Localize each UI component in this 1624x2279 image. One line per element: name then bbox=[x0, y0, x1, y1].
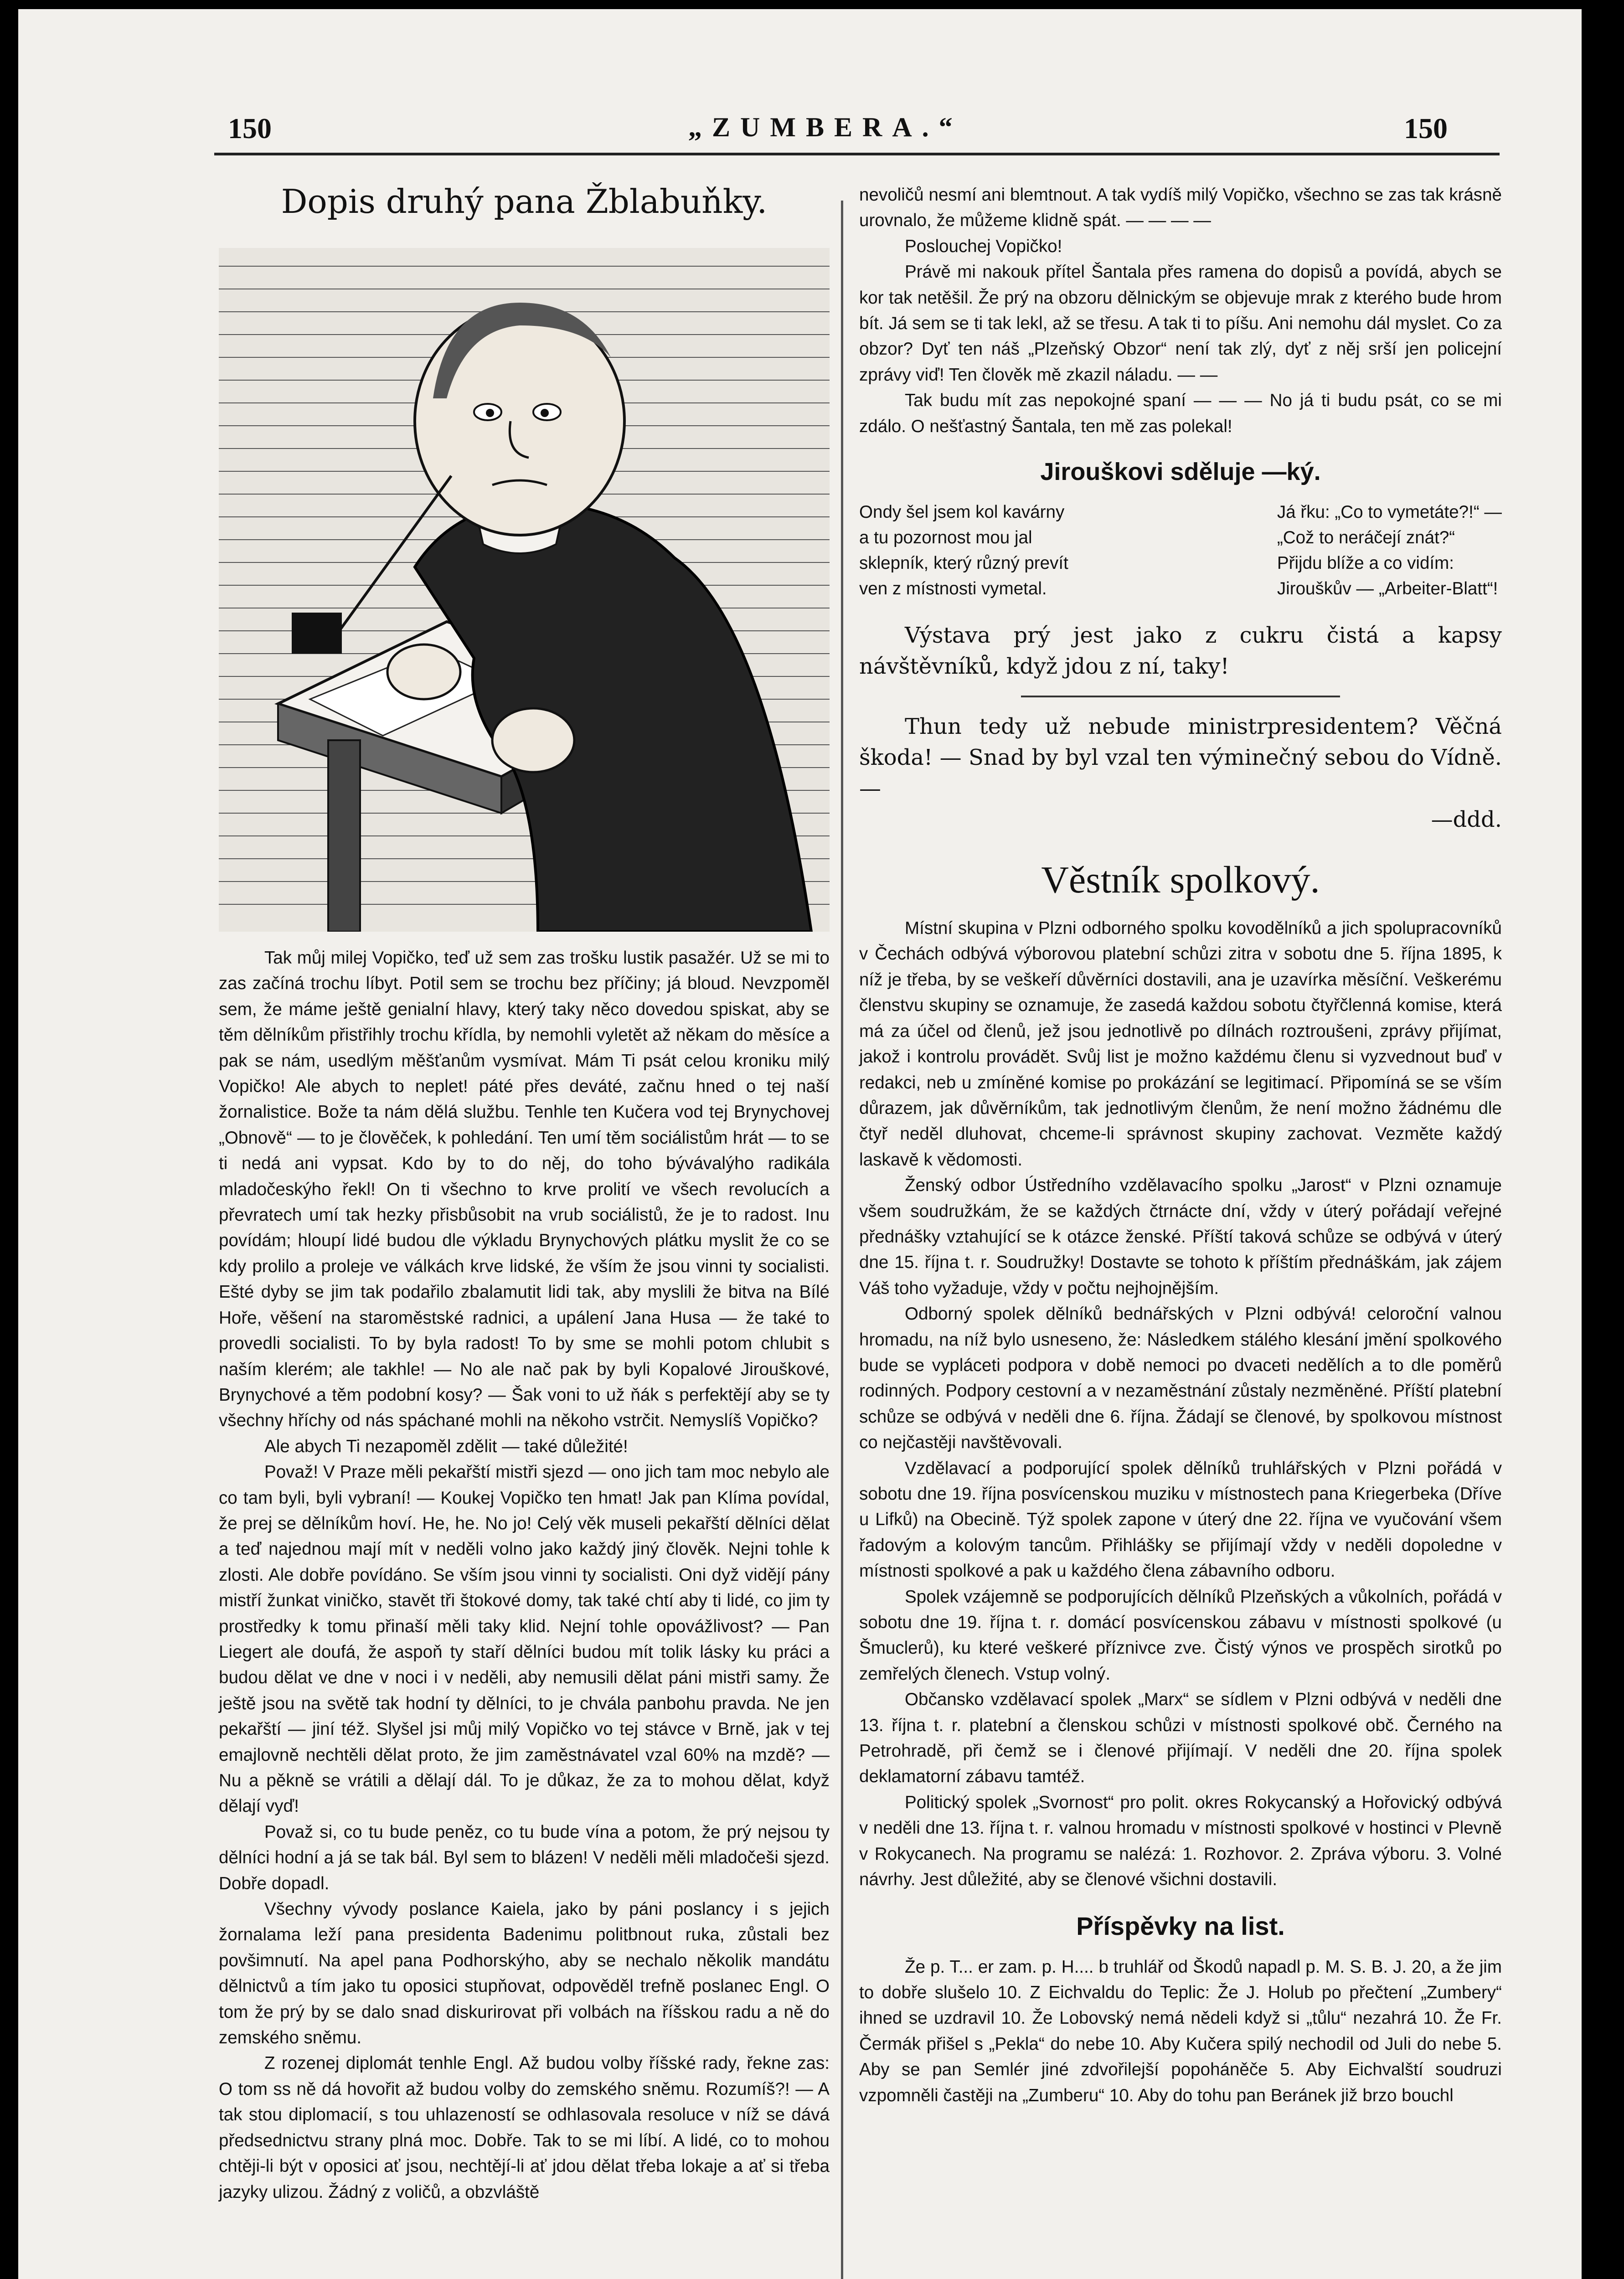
notice-paragraph: Občansko vzdělavací spolek „Marx“ se sídlem v Plzni odbývá v neděli dne 13. října t. r. platební a členskou schůzi v místnosti spolkové obč. Černého na Petrohradě, při čemž se i členové přijímají. V neděli dne 20. října spolek deklamatorní zábavu tamtéž. bbox=[859, 1690, 1502, 1787]
article-paragraph: Tak budu mít zas nepokojné spaní — — — No já ti budu psát, co se mi zdálo. O nešťastný Šantala, ten mě zas polekal! bbox=[859, 391, 1502, 436]
page-number-right: 150 bbox=[1404, 112, 1448, 144]
notice-paragraph: Spolek vzájemně se podporujících dělníků Plzeňských a vůkolních, pořádá v sobotu dne 19. října t. r. domácí posvícenskou zábavu v místnosti spolkové (u Šmuclerů), ku které veškeré příznivce zve. Čistý výnos ve prospěch sirotků po zemřelých členech. Vstup volný. bbox=[859, 1587, 1502, 1684]
poem-line: Přijdu blíže a co vidím: bbox=[1277, 553, 1454, 573]
page-number-left: 150 bbox=[228, 112, 272, 144]
section-title-vestnik: Věstník spolkový. bbox=[1041, 859, 1320, 902]
note-paragraph: Výstava prý jest jako z cukru čistá a kapsy návštěvníků, když jdou z ní, taky! bbox=[859, 623, 1502, 680]
separator-rule bbox=[1021, 696, 1340, 697]
poem-line: „Což to neráčejí znát?“ bbox=[1277, 528, 1455, 548]
poem-line: ven z místnosti vymetal. bbox=[859, 579, 1047, 599]
article-paragraph: Poslouchej Vopičko! bbox=[905, 236, 1062, 256]
paper-title: „ZUMBERA.“ bbox=[688, 112, 963, 142]
poem bbox=[859, 500, 1502, 602]
poem-line: sklepník, který různý prevít bbox=[859, 553, 1068, 573]
left-column bbox=[219, 182, 830, 2205]
newspaper-page bbox=[18, 9, 1582, 2279]
notice-paragraph: Politický spolek „Svornost“ pro polit. okres Rokycanský a Hořovický odbývá v neděli dne 13. října t. r. valnou hromadu v místnosti spolkové v hostinci v Plevně v Rokycanech. Na programu se nalézá: 1. Rozhovor. 2. Zpráva výboru. 3. Volné návrhy. Jest důležité, aby se členové všichni dostavili. bbox=[859, 1792, 1502, 1890]
article-paragraph: Všechny vývody poslance Kaiela, jako by páni poslancy i s jejich žornalama leží pana presidenta Badenimu politbnout ruka, zůstali bez povšimnutí. Na apel pana Podhorskýho, aby se nechalo několik mandátu dělnictvů a tím jako tu oposici stupňovat, odpověděl trefně poslanec Engl. O tom že prý by se dalo snad diskurirovat při volbách na říšskou radu a ně do zemského sněmu. bbox=[219, 1899, 830, 2048]
notice-paragraph: Odborný spolek dělníků bednářských v Plzni odbývá! celoroční valnou hromadu, na níž bylo usneseno, že: Následkem stálého klesání jmění spolkového bude se vypláceti podpora v době nemoci po dvaceti nedělích a to dle poměrů rodinných. Podpory cestovní a v nezaměstnání zůstaly nezměněné. Příští platební schůze se odbývá v neděli dne 6. října. Žádají se členové, by spolkovou místnost co nejčastěji navštěvovali. bbox=[859, 1304, 1502, 1453]
poem-line: a tu pozornost mou jal bbox=[859, 528, 1032, 548]
running-head bbox=[18, 112, 1582, 153]
right-column bbox=[859, 182, 1502, 2109]
header-rule bbox=[214, 153, 1500, 155]
article-paragraph: Považ si, co tu bude peněz, co tu bude vína a potom, že prý nejsou ty dělníci hodní a já se tak bál. Byl sem to blázen! V neděli měli mladočeši sjezd. Dobře dopadl. bbox=[219, 1822, 830, 1893]
poem-left-stanza bbox=[859, 500, 1068, 602]
column-divider bbox=[841, 201, 843, 2279]
notice-paragraph: Vzdělavací a podporující spolek dělníků truhlářských v Plzni pořádá v sobotu dne 19. října posvícenskou muziku v místnostech pana Kriegerbeka (Dříve u Lifků) na Obecině. Týž spolek zapone v úterý dne 22. října ve vyučování všem řadovým a kolovým tancům. Přihlášky se přijímají vždy v neděli dopoledne v místnosti spolkové a pak u každého člena zábavního odboru. bbox=[859, 1458, 1502, 1581]
article-paragraph: Považ! V Praze měli pekařští mistři sjezd — ono jich tam moc nebylo ale co tam byli, byli vybraní! — Koukej Vopičko ten hmat! Jak pan Klíma povídal, že prej se dělníkům hoví. He, he. No jo! Celý věk museli pekařští dělníci dělat a teď najednou mají mít v neděli volno jako každý jiný člověk. Nejni tohle k zlosti. Ale dobře povídáno. Se vším jsou vinni ty socialisti. Oni dyž vidějí pány mistří žunkat viničko, stavět tři štokové domy, tak také chtí aby ti lidé, co jim ty prostředky k tomu přinaší měli taky klid. Nejní tohle opovážlivost? — Pan Liegert ale doufá, že aspoň ty staří dělníci budou mít tolik lásky ku práci a budou dělat ve dne v noci i v neděli, aby nemusili dělat páni mistři samy. Že ještě jsou na světě tak hodní ty dělníci, to je chvála panbohu pravda. Ne jen pekařští — jiní též. Slyšel jsi můj milý Vopičko vo tej stávce v Brně, jak v tej emajlovně nechtěli dělat proto, že jim zaměstnávatel vzal 60% na mzdě? — Nu a pěkně se vrátili a dělají dál. To je důkaz, že za to mohou dělat, když dělají vyď! bbox=[219, 1462, 830, 1816]
article-paragraph: Právě mi nakouk přítel Šantala přes ramena do dopisů a povídá, abych se kor tak netěšil. Že prý na obzoru dělnickým se objevuje mrak z kterého bude hrom bít. Já sem se ti tak lekl, až se třesu. A tak ti to píšu. Ani nemohu dál myslet. Co za obzor? Dyť ten náš „Plzeňský Obzor“ není tak zlý, dyť z něj srší jen policejní zprávy viď! Ten člověk mě zkazil náladu. — — bbox=[859, 262, 1502, 385]
article-paragraph: Ale abych Ti nezapoměl zdělit — také důležité! bbox=[264, 1436, 628, 1456]
article-paragraph: Tak můj milej Vopičko, teď už sem zas trošku lustik pasažér. Už se mi to zas začíná trochu líbyt. Potil sem se trochu bez příčiny; já bloud. Nevzpoměl sem, že máme ještě genialní hlavy, který taky něco dovedou spiskat, aby se těm dělníkům přistřihly trochu křídla, by nemohli vyletět až někam do měsíce a pak se nám, usedlým měšťanům vysmívat. Mám Ti psát celou kroniku milý Vopičko! Ale abych to neplet! páté přes deváté, začnu hned o tej naší žornalistice. Bože ta nám dělá službu. Tenhle ten Kučera vod tej Brynychovej „Obnově“ — to je člověček, k pohledání. Ten umí těm sociálistům hrát — to se ti nedá ani vypsat. Kdo by to do něj, do toho bývávalýho radikála mladočeskýho řekl! On ti všechno to krve prolití ve všech revolucích a převratech umí tak hezky přisbůsobit na vrub sociálistů, že je to radost. Inu povídám; hloupí lidé budou dle výkladu Brynychových plátku myslit že co se kdy prolilo a proleje ve válkách krve lidské, že vším že jsou vinni ty socialisti. Ešté dyby se jim tak podařilo zbalamutit lidi tak, aby myslili že bitva na Bílé Hoře, věšení na staroměstské radnici, a upálení Jana Husa — že také to provedli socialisti. To by byla radost! To by sme se mohli potom chlubit s naším klerém; ale takhle! — No ale nač pak by byli Kopalové Jirouškové, Brynychové a těm podobní kosy? — Šak voni to už ňák s perfektějí aby se ty všechny hříchy od nás spáchané mohli na někoho vstrčit. Nemyslíš Vopičko? bbox=[219, 948, 830, 1431]
contributions-paragraph: Že p. T... er zam. p. H.... b truhlář od Škodů napadl p. M. S. B. J. 20, a že jim to dobře slušelo 10. Z Eichvaldu do Teplic: Že J. Holub po přečtení „Zumbery“ ihned se uzdravil 10. Že Lobovský nemá nědeli když si „tůlu“ nezahrá 10. Že Fr. Čermák přišel s „Pekla“ do nebe 10. Aby Kučera spilý nechodil od Juli do nebe 5. Aby se pan Semlér jiné zdvořilejší popoháněče 5. Aby Eichvalští soudruzi vzpomněli častěji na „Zumberu“ 10. Aby do tohu pan Beránek již brzo bouchl bbox=[859, 1957, 1502, 2105]
poem-title: Jirouškovi sděluje —ký. bbox=[1040, 458, 1321, 486]
notice-paragraph: Místní skupina v Plzni odborného spolku kovodělníků a jich spolupracovníků v Čechách odbývá výborovou platební schůzi zitra v sobotu dne 5. října 1895, k níž je třeba, by se veškeří důvěrníci dostavili, ana je uzavírka měsíční. Veškerému členstvu skupiny se oznamuje, že zasedá každou sobotu čtyřčlenná komise, která má za účel od členů, jež jsou jednotlivě po dílnách roztroušeni, zprávy přijímat, jakož i kontrolu provádět. Svůj list je možno každému členu si vyzvednout buď v redakci, neb u zmíněné komise po prokázání se legitimací. Připomíná se se vším důrazem, jak důvěrníkům, tak jednotlivým členům, že není možno žádnému dle čtyř neděl dluhovat, chceme-li správnost skupiny zachovat. Vezměte každý laskavě k vědomosti. bbox=[859, 918, 1502, 1170]
section-title-prispevky: Příspěvky na list. bbox=[1076, 1911, 1285, 1940]
caricature-illustration bbox=[219, 248, 830, 932]
signature: —ddd. bbox=[1431, 807, 1502, 833]
note-paragraph: Thun tedy už nebude ministrpresidentem? Věčná škoda! — Snad by byl vzal ten výminečný sebou do Vídně. — bbox=[859, 714, 1502, 802]
poem-right-stanza bbox=[1277, 500, 1502, 602]
poem-line: Já řku: „Co to vymetáte?!“ — bbox=[1277, 502, 1502, 522]
article-paragraph: Z rozenej diplomát tenhle Engl. Až budou volby říšské rady, řekne zas: O tom ss ně dá hovořit až budou volby do zemského sněmu. Rozumíš?! — A tak stou diplomacií, s tou uhlazeností se odhlasovala resoluce v níž se dává předsednictvu strany plná moc. Dobře. Tak to se mi líbí. A lidé, co to mohou chtěji-li být v oposici ať jsou, nechtějí-li ať jdou dělat třeba lokaje a ať si třeba jazyky ulizou. Žádný z voličů, a obzvláště bbox=[219, 2053, 830, 2202]
article-title: Dopis druhý pana Žblabuňky. bbox=[281, 182, 768, 221]
article-continuation: nevoličů nesmí ani blemtnout. A tak vydíš milý Vopičko, všechno se zas tak krásně urovnalo, že můžeme klidně spát. — — — — bbox=[859, 185, 1502, 231]
notice-paragraph: Ženský odbor Ústředního vzdělavacího spolku „Jarost“ v Plzni oznamuje všem soudružkám, že se každých čtrnácte dní, vždy v úterý pořádají veřejné přednášky vztahující se k otázce ženské. Příští taková schůze se odbývá v úterý dne 15. října t. r. Soudružky! Dostavte se tohoto k příštím přednáškám, jak zájem Váš toho vyžaduje, vždy v počtu nejhojnějším. bbox=[859, 1176, 1502, 1298]
poem-line: Jirouškův — „Arbeiter-Blatt“! bbox=[1277, 579, 1498, 599]
scan-border bbox=[1582, 0, 1624, 2279]
poem-line: Ondy šel jsem kol kavárny bbox=[859, 502, 1065, 522]
